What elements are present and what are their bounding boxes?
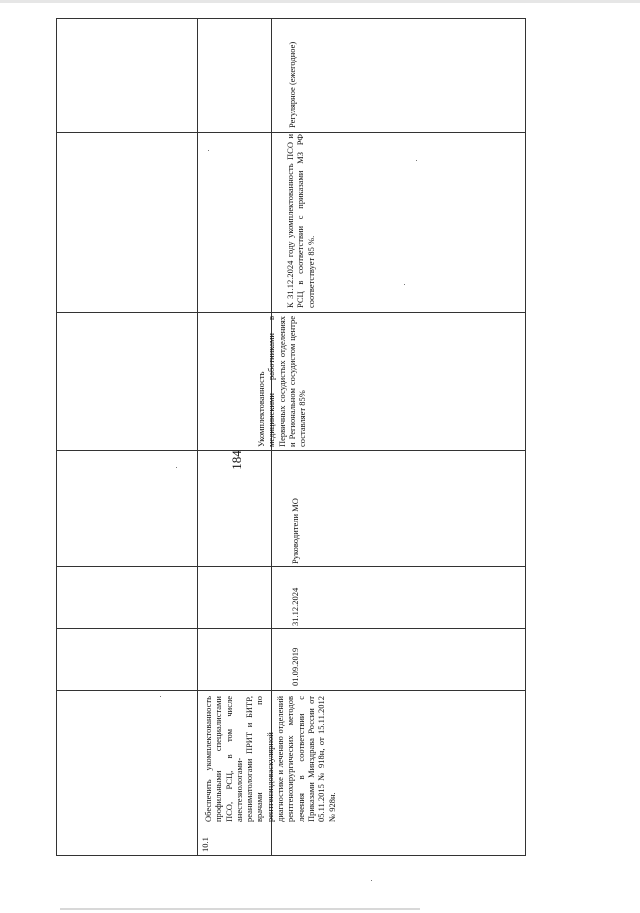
result-cell: К 31.12.2024 году укомплектованность ПСО и РСЦ в соответствии с приказами МЗ РФ соответствует 85 %.	[285, 134, 316, 308]
row-divider-frequency	[56, 132, 526, 133]
row-divider-result	[56, 312, 526, 313]
scan-speck	[208, 150, 209, 151]
responsible-cell: Руководители МО	[290, 498, 300, 564]
page-number: 184	[229, 450, 244, 470]
row-divider-description	[56, 450, 526, 451]
task-cell: Обеспечить укомплектованность профильными специалистами ПСО, РСЦ, в том числе анестезиологами-реаниматологами ПРИТ и БИТР, врачами по рентгенэндоваскулярной диагностике и лечению отделений рентгенохирургических методов лечения в соответствии с Приказами Минздрава России от 05.11.2015 № 918н, от 15.11.2012 № 928н.	[203, 696, 337, 822]
scan-edge-bottom	[60, 908, 420, 910]
scan-speck	[416, 160, 417, 161]
scan-speck	[371, 880, 372, 881]
frequency-cell: Регулярное (ежегодное)	[287, 41, 297, 128]
start-date-cell: 01.09.2019	[290, 647, 300, 686]
scan-speck	[404, 284, 405, 285]
scan-speck	[160, 696, 161, 697]
column-divider-a	[197, 18, 198, 856]
row-divider-start-date	[56, 690, 526, 691]
row-divider-responsible	[56, 566, 526, 567]
description-cell: Укомплектованность медицинскими работниками в Первичных сосудистых отделениях и Региональном сосудистом центре составляет 85%	[256, 316, 308, 447]
scan-speck	[176, 467, 177, 468]
scan-edge-top	[0, 0, 640, 3]
end-date-cell: 31.12.2024	[290, 587, 300, 626]
row-number: 10.1	[200, 837, 210, 852]
